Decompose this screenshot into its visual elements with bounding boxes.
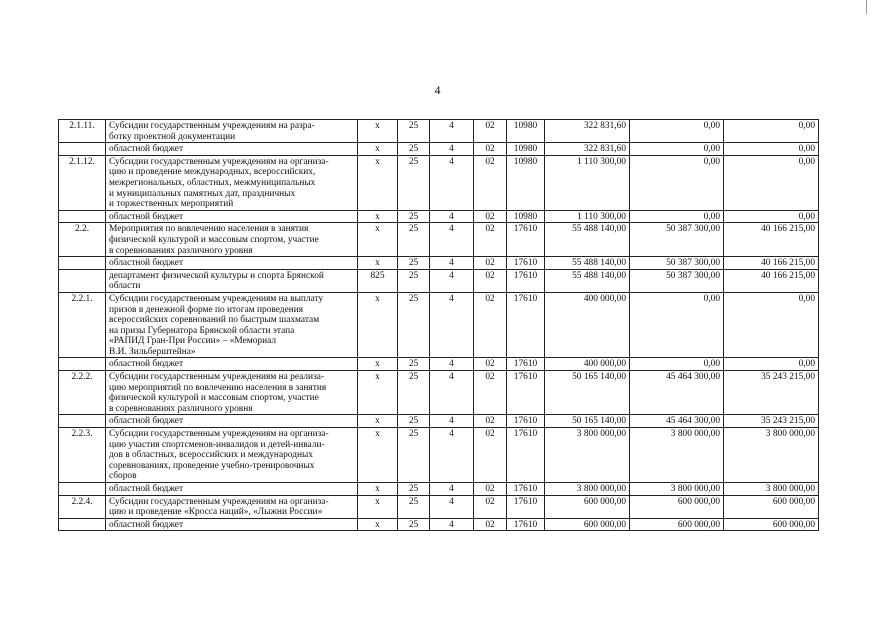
table-row bbox=[59, 428, 819, 483]
code-direction-cell: 17610 bbox=[507, 428, 545, 483]
amount-year2-cell: 0,00 bbox=[630, 120, 724, 143]
table-row bbox=[59, 120, 819, 143]
code-direction-cell: 10980 bbox=[507, 210, 545, 223]
row-number-cell bbox=[59, 210, 106, 223]
amount-year1-cell: 3 800 000,00 bbox=[545, 428, 630, 483]
code-subprogram-cell: 4 bbox=[430, 143, 474, 156]
code-subprogram-cell: 4 bbox=[430, 358, 474, 371]
amount-year1-cell: 1 110 300,00 bbox=[545, 210, 630, 223]
amount-year3-cell: 0,00 bbox=[724, 120, 819, 143]
code-admin-cell: х bbox=[358, 143, 398, 156]
code-admin-cell: х bbox=[358, 210, 398, 223]
amount-year2-cell: 0,00 bbox=[630, 210, 724, 223]
amount-year3-cell: 0,00 bbox=[724, 292, 819, 358]
code-program-cell: 25 bbox=[398, 210, 430, 223]
description-cell: Субсидии государственным учреждениям на разра- ботку проектной документации bbox=[106, 120, 358, 143]
row-number-cell: 2.2.3. bbox=[59, 428, 106, 483]
amount-year3-cell: 0,00 bbox=[724, 358, 819, 371]
amount-year2-cell: 45 464 300,00 bbox=[630, 371, 724, 415]
amount-year2-cell: 0,00 bbox=[630, 292, 724, 358]
amount-year3-cell: 0,00 bbox=[724, 155, 819, 210]
table-row bbox=[59, 155, 819, 210]
amount-year1-cell: 55 488 140,00 bbox=[545, 257, 630, 270]
table-row bbox=[59, 358, 819, 371]
row-number-cell bbox=[59, 415, 106, 428]
code-program-cell: 25 bbox=[398, 518, 430, 531]
amount-year3-cell: 35 243 215,00 bbox=[724, 371, 819, 415]
description-cell: Субсидии государственным учреждениям на организа- цию и проведение «Кросса наций», «Лыжни России» bbox=[106, 495, 358, 518]
code-subprogram-cell: 4 bbox=[430, 120, 474, 143]
code-subprogram-cell: 4 bbox=[430, 257, 474, 270]
code-program-cell: 25 bbox=[398, 358, 430, 371]
code-subprogram-cell: 4 bbox=[430, 428, 474, 483]
code-admin-cell: х bbox=[358, 428, 398, 483]
code-section-cell: 02 bbox=[474, 428, 507, 483]
code-section-cell: 02 bbox=[474, 143, 507, 156]
code-program-cell: 25 bbox=[398, 415, 430, 428]
code-program-cell: 25 bbox=[398, 223, 430, 257]
amount-year1-cell: 322 831,60 bbox=[545, 143, 630, 156]
code-section-cell: 02 bbox=[474, 120, 507, 143]
code-section-cell: 02 bbox=[474, 269, 507, 292]
code-direction-cell: 17610 bbox=[507, 483, 545, 496]
code-program-cell: 25 bbox=[398, 483, 430, 496]
code-section-cell: 02 bbox=[474, 495, 507, 518]
code-direction-cell: 17610 bbox=[507, 415, 545, 428]
code-section-cell: 02 bbox=[474, 415, 507, 428]
code-admin-cell: х bbox=[358, 518, 398, 531]
description-cell: Субсидии государственным учреждениям на выплату призов в денежной форме по итогам проведения всероссийских соревнований по быстрым шахматам на призы Губернатора Брянской области этапа «РАПИД Гран-При России» – «Мемориал В.И. Зильберштейна» bbox=[106, 292, 358, 358]
description-cell: областной бюджет bbox=[106, 518, 358, 531]
table-row bbox=[59, 143, 819, 156]
code-section-cell: 02 bbox=[474, 358, 507, 371]
code-subprogram-cell: 4 bbox=[430, 371, 474, 415]
amount-year2-cell: 0,00 bbox=[630, 155, 724, 210]
code-subprogram-cell: 4 bbox=[430, 292, 474, 358]
row-number-cell bbox=[59, 358, 106, 371]
amount-year1-cell: 600 000,00 bbox=[545, 518, 630, 531]
scan-mark bbox=[866, 0, 867, 14]
code-direction-cell: 17610 bbox=[507, 518, 545, 531]
code-direction-cell: 17610 bbox=[507, 358, 545, 371]
amount-year2-cell: 600 000,00 bbox=[630, 518, 724, 531]
amount-year1-cell: 600 000,00 bbox=[545, 495, 630, 518]
table-row bbox=[59, 210, 819, 223]
code-subprogram-cell: 4 bbox=[430, 210, 474, 223]
amount-year2-cell: 3 800 000,00 bbox=[630, 428, 724, 483]
budget-table bbox=[58, 119, 819, 531]
code-subprogram-cell: 4 bbox=[430, 223, 474, 257]
code-direction-cell: 17610 bbox=[507, 292, 545, 358]
amount-year1-cell: 1 110 300,00 bbox=[545, 155, 630, 210]
description-cell: Субсидии государственным учреждениям на организа- цию и проведение международных, всероссийских, межрегиональных, областных, межмуниципальных и муниципальных памятных дат, праздничных и торжественных мероприятий bbox=[106, 155, 358, 210]
code-admin-cell: х bbox=[358, 358, 398, 371]
row-number-cell: 2.2.4. bbox=[59, 495, 106, 518]
description-cell: Мероприятия по вовлечению населения в занятия физической культурой и массовым спортом, участие в соревнованиях различного уровня bbox=[106, 223, 358, 257]
page-number: 4 bbox=[434, 83, 441, 97]
amount-year2-cell: 50 387 300,00 bbox=[630, 269, 724, 292]
table-row bbox=[59, 257, 819, 270]
code-subprogram-cell: 4 bbox=[430, 269, 474, 292]
code-subprogram-cell: 4 bbox=[430, 483, 474, 496]
code-program-cell: 25 bbox=[398, 428, 430, 483]
code-section-cell: 02 bbox=[474, 292, 507, 358]
code-admin-cell: х bbox=[358, 371, 398, 415]
description-cell: Субсидии государственным учреждениям на организа- цию участия спортсменов-инвалидов и детей-инвали- дов в областных, всероссийских и международных соревнованиях, проведение учебно-тренировочных сборов bbox=[106, 428, 358, 483]
amount-year1-cell: 400 000,00 bbox=[545, 358, 630, 371]
code-admin-cell: 825 bbox=[358, 269, 398, 292]
description-cell: областной бюджет bbox=[106, 143, 358, 156]
code-admin-cell: х bbox=[358, 415, 398, 428]
amount-year3-cell: 40 166 215,00 bbox=[724, 223, 819, 257]
amount-year1-cell: 55 488 140,00 bbox=[545, 223, 630, 257]
table-row bbox=[59, 495, 819, 518]
table-row bbox=[59, 269, 819, 292]
amount-year2-cell: 50 387 300,00 bbox=[630, 257, 724, 270]
row-number-cell bbox=[59, 518, 106, 531]
code-direction-cell: 10980 bbox=[507, 155, 545, 210]
row-number-cell: 2.1.12. bbox=[59, 155, 106, 210]
amount-year2-cell: 3 800 000,00 bbox=[630, 483, 724, 496]
code-subprogram-cell: 4 bbox=[430, 518, 474, 531]
description-cell: областной бюджет bbox=[106, 358, 358, 371]
table-row bbox=[59, 223, 819, 257]
code-admin-cell: х bbox=[358, 483, 398, 496]
code-program-cell: 25 bbox=[398, 495, 430, 518]
amount-year1-cell: 322 831,60 bbox=[545, 120, 630, 143]
row-number-cell bbox=[59, 269, 106, 292]
amount-year1-cell: 55 488 140,00 bbox=[545, 269, 630, 292]
row-number-cell: 2.2.2. bbox=[59, 371, 106, 415]
table-row bbox=[59, 292, 819, 358]
row-number-cell: 2.1.11. bbox=[59, 120, 106, 143]
code-section-cell: 02 bbox=[474, 371, 507, 415]
code-direction-cell: 10980 bbox=[507, 120, 545, 143]
description-cell: областной бюджет bbox=[106, 210, 358, 223]
description-cell: областной бюджет bbox=[106, 257, 358, 270]
code-section-cell: 02 bbox=[474, 257, 507, 270]
amount-year3-cell: 3 800 000,00 bbox=[724, 483, 819, 496]
code-program-cell: 25 bbox=[398, 292, 430, 358]
code-direction-cell: 17610 bbox=[507, 495, 545, 518]
amount-year1-cell: 400 000,00 bbox=[545, 292, 630, 358]
code-program-cell: 25 bbox=[398, 269, 430, 292]
amount-year3-cell: 0,00 bbox=[724, 143, 819, 156]
code-subprogram-cell: 4 bbox=[430, 415, 474, 428]
code-direction-cell: 10980 bbox=[507, 143, 545, 156]
code-admin-cell: х bbox=[358, 155, 398, 210]
code-subprogram-cell: 4 bbox=[430, 155, 474, 210]
code-section-cell: 02 bbox=[474, 210, 507, 223]
code-admin-cell: х bbox=[358, 495, 398, 518]
amount-year3-cell: 600 000,00 bbox=[724, 518, 819, 531]
amount-year2-cell: 600 000,00 bbox=[630, 495, 724, 518]
row-number-cell: 2.2. bbox=[59, 223, 106, 257]
code-direction-cell: 17610 bbox=[507, 257, 545, 270]
code-section-cell: 02 bbox=[474, 483, 507, 496]
description-cell: департамент физической культуры и спорта Брянской области bbox=[106, 269, 358, 292]
table-row bbox=[59, 415, 819, 428]
code-admin-cell: х bbox=[358, 257, 398, 270]
description-cell: областной бюджет bbox=[106, 483, 358, 496]
table-body bbox=[59, 120, 819, 531]
description-cell: Субсидии государственным учреждениям на реализа- цию мероприятий по вовлечению населения в занятия физической культурой и массовым спортом, участие в соревнованиях различного уровня bbox=[106, 371, 358, 415]
row-number-cell: 2.2.1. bbox=[59, 292, 106, 358]
table-row bbox=[59, 483, 819, 496]
amount-year2-cell: 0,00 bbox=[630, 358, 724, 371]
amount-year1-cell: 3 800 000,00 bbox=[545, 483, 630, 496]
table-row bbox=[59, 371, 819, 415]
table-row bbox=[59, 518, 819, 531]
code-program-cell: 25 bbox=[398, 155, 430, 210]
code-section-cell: 02 bbox=[474, 518, 507, 531]
code-direction-cell: 17610 bbox=[507, 269, 545, 292]
row-number-cell bbox=[59, 483, 106, 496]
code-direction-cell: 17610 bbox=[507, 223, 545, 257]
code-program-cell: 25 bbox=[398, 371, 430, 415]
description-cell: областной бюджет bbox=[106, 415, 358, 428]
amount-year2-cell: 50 387 300,00 bbox=[630, 223, 724, 257]
row-number-cell bbox=[59, 257, 106, 270]
amount-year2-cell: 0,00 bbox=[630, 143, 724, 156]
amount-year3-cell: 0,00 bbox=[724, 210, 819, 223]
code-program-cell: 25 bbox=[398, 143, 430, 156]
amount-year1-cell: 50 165 140,00 bbox=[545, 415, 630, 428]
amount-year3-cell: 40 166 215,00 bbox=[724, 257, 819, 270]
row-number-cell bbox=[59, 143, 106, 156]
code-program-cell: 25 bbox=[398, 120, 430, 143]
amount-year3-cell: 600 000,00 bbox=[724, 495, 819, 518]
code-direction-cell: 17610 bbox=[507, 371, 545, 415]
code-subprogram-cell: 4 bbox=[430, 495, 474, 518]
amount-year2-cell: 45 464 300,00 bbox=[630, 415, 724, 428]
amount-year3-cell: 35 243 215,00 bbox=[724, 415, 819, 428]
code-admin-cell: х bbox=[358, 223, 398, 257]
amount-year3-cell: 40 166 215,00 bbox=[724, 269, 819, 292]
code-section-cell: 02 bbox=[474, 223, 507, 257]
code-admin-cell: х bbox=[358, 120, 398, 143]
code-program-cell: 25 bbox=[398, 257, 430, 270]
code-section-cell: 02 bbox=[474, 155, 507, 210]
amount-year3-cell: 3 800 000,00 bbox=[724, 428, 819, 483]
code-admin-cell: х bbox=[358, 292, 398, 358]
amount-year1-cell: 50 165 140,00 bbox=[545, 371, 630, 415]
